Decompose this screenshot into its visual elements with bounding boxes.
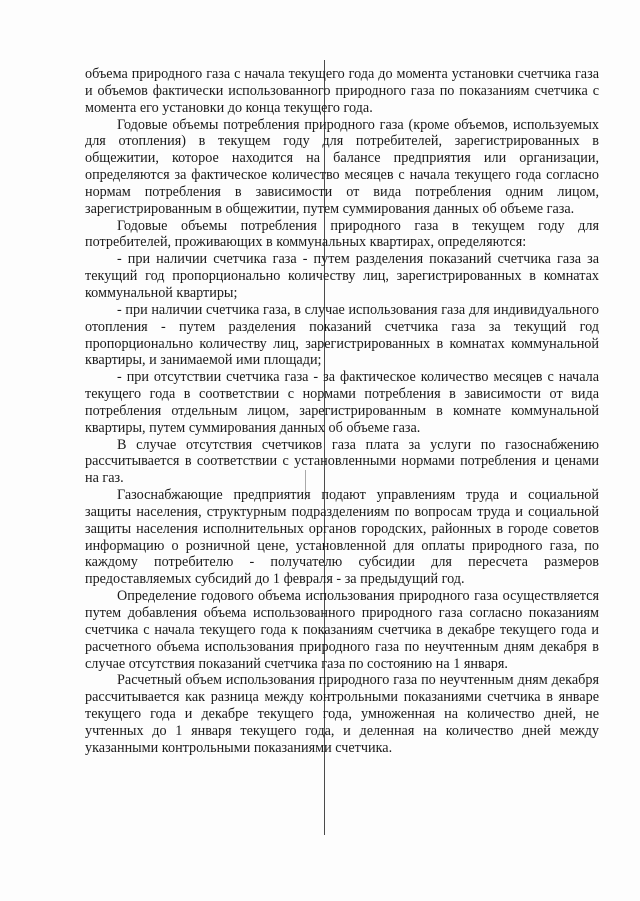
paragraph-annual-volume: Определение годового объема использования природного газа осуществляется путем добавления объема использованного природного газа согласно показаниям счетчика с начала текущего года к показаниям счетчика в декабре текущего года и расчетного объема использования природного газа по неучтенным дням декабря в случае отсутствия показаний счетчика газа по состоянию на 1 января.	[85, 588, 599, 672]
list-item-with-meter: - при наличии счетчика газа - путем разделения показаний счетчика газа за текущий год пропорционально количеству лиц, зарегистрированных в комнатах коммунальной квартиры;	[85, 251, 599, 301]
document-body	[85, 66, 599, 757]
paragraph-calculated-volume: Расчетный объем использования природного газа по неучтенным дням декабря рассчитывается как разница между контрольными показаниями счетчика в январе текущего года и декабре текущего года, умноженная на количество дней, не учтенных до 1 января текущего года, и деленная на количество дней между указанными контрольными показаниями счетчика.	[85, 672, 599, 756]
paragraph-dormitory: Годовые объемы потребления природного газа (кроме объемов, используемых для отопления) в текущем году для потребителей, зарегистрированных в общежитии, которое находится на балансе предприятия или организации, определяются за фактическое количество месяцев с начала текущего года согласно нормам потребления в зависимости от вида потребления одним лицом, зарегистрированным в общежитии, путем суммирования данных об объеме газа.	[85, 116, 599, 217]
paragraph-no-meters-payment: В случае отсутствия счетчиков газа плата за услуги по газоснабжению рассчитывается в соответствии с установленными нормами потребления и ценами на газ.	[85, 436, 599, 487]
paragraph-communal-intro: Годовые объемы потребления природного газа в текущем году для потребителей, проживающих в коммунальных квартирах, определяются:	[85, 217, 599, 251]
list-item-no-meter: - при отсутствии счетчика газа - за фактическое количество месяцев с начала текущего года в соответствии с нормами потребления в зависимости от вида потребления отдельным лицом, зарегистрированным в комнате коммунальной квартиры, путем суммирования данных об объеме газа.	[85, 369, 599, 436]
paragraph-gas-suppliers: Газоснабжающие предприятия подают управлениям труда и социальной защиты населения, структурным подразделениям по вопросам труда и социальной защиты населения исполнительных органов городских, районных в городе советов информацию о розничной цене, установленной для оплаты природного газа, по каждому потребителю - получателю субсидии для пересчета размеров предоставляемых субсидий до 1 февраля - за предыдущий год.	[85, 487, 599, 588]
paragraph-continuation: объема природного газа с начала текущего года до момента установки счетчика газа и объемов фактически использованного природного газа по показаниям счетчика с момента его установки до конца текущего года.	[85, 66, 599, 116]
list-item-heating: - при наличии счетчика газа, в случае использования газа для индивидуального отопления - путем разделения показаний счетчика газа за текущий год пропорционально количеству лиц, зарегистрированных в комнатах коммунальной квартиры, и занимаемой ими площади;	[85, 301, 599, 369]
